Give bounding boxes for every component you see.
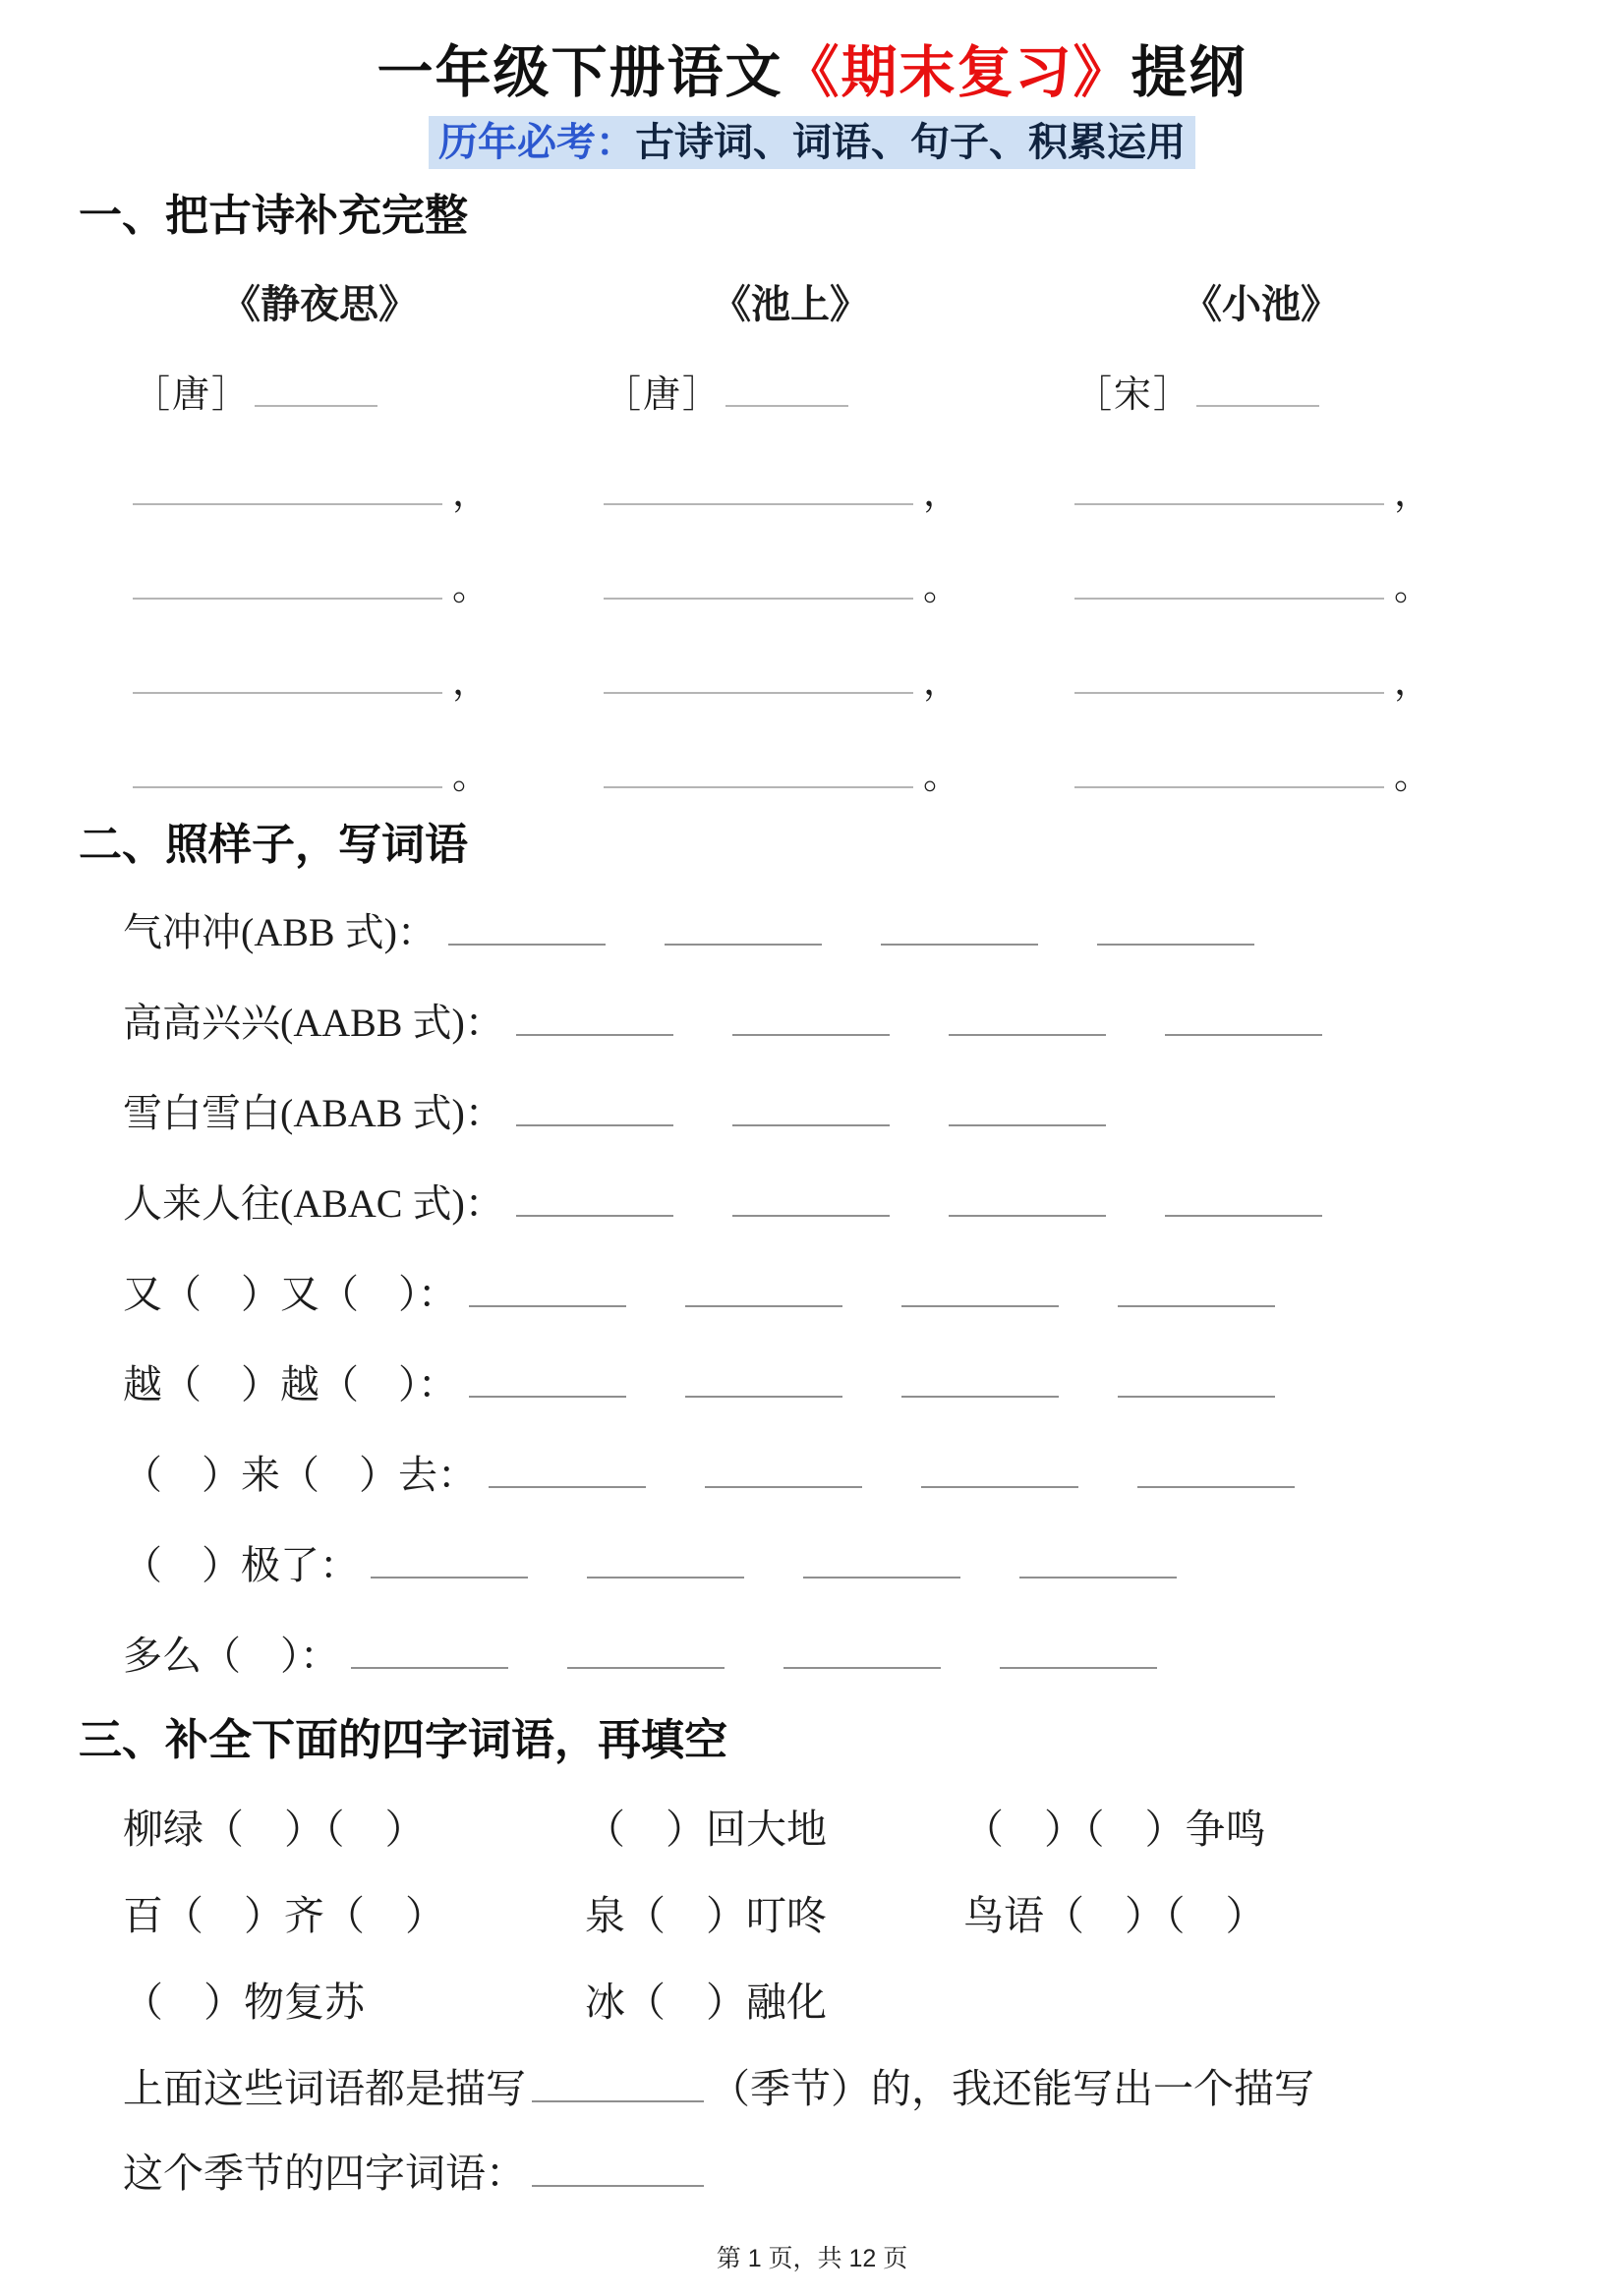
word-pattern-row — [123, 1082, 1545, 1136]
fill-line1-prefix: 上面这些词语都是描写 — [123, 2065, 526, 2111]
verse-blank-line — [604, 666, 913, 694]
verse-blank-line — [133, 761, 442, 788]
verse-blank-line — [1074, 761, 1384, 788]
idiom-group: 鸟语（ ）（ ） — [963, 1892, 1266, 1938]
idiom-group — [963, 1970, 1545, 2028]
title-suffix: 提纲 — [1131, 41, 1247, 104]
section1-heading: 一、把古诗补充完整 — [79, 191, 468, 240]
answer-blank-line — [1165, 1008, 1322, 1036]
title-prefix: 一年级下册语文 — [377, 41, 783, 104]
poem-title: 《小池》 — [1183, 282, 1340, 327]
punctuation-mark: ， — [452, 661, 491, 704]
answer-blank-line — [685, 1280, 842, 1307]
dynasty-label: ［宋］ — [1074, 374, 1193, 417]
word-pattern-row — [123, 1625, 1545, 1679]
answer-blank-line — [1118, 1280, 1275, 1307]
word-pattern-row — [123, 1534, 1545, 1588]
verse-blank-line — [604, 761, 913, 788]
answer-blank-line — [1165, 1189, 1322, 1217]
section2-heading: 二、照样子，写词语 — [79, 821, 468, 870]
poem-author-row — [604, 364, 1074, 421]
verse-row — [604, 462, 1074, 515]
verse-row — [1074, 556, 1545, 609]
answer-blank-line — [732, 1189, 890, 1217]
subtitle-text: 古诗词、词语、句子、积累运用 — [635, 120, 1186, 164]
verse-row — [1074, 462, 1545, 515]
poem-grid — [79, 273, 1545, 798]
word-pattern-label: （ ）来（ ）去： — [123, 1453, 477, 1498]
word-pattern-label: 又（ ）又（ ）： — [123, 1272, 457, 1317]
answer-blank-line — [949, 1189, 1106, 1217]
fill-sentence-line1 — [79, 2056, 1545, 2109]
title-highlight: 《期末复习》 — [783, 41, 1131, 104]
word-pattern-label: 高高兴兴(AABB 式)： — [123, 1001, 504, 1046]
verse-blank-line — [133, 478, 442, 505]
page-number: 第 1 页，共 12 页 — [716, 2245, 908, 2272]
answer-blank-line — [881, 918, 1038, 946]
idiom-group: 泉（ ）叮咚 — [585, 1892, 827, 1938]
dynasty-label: ［唐］ — [133, 374, 252, 417]
idiom-row — [123, 1970, 1545, 2025]
answer-blank-line — [567, 1641, 725, 1669]
idiom-group: 冰（ ）融化 — [585, 1979, 827, 2025]
idiom-row — [123, 1883, 1545, 1938]
fill-line1-suffix: （季节）的，我还能写出一个描写 — [710, 2065, 1314, 2111]
subtitle-label: 历年必考： — [438, 120, 635, 164]
word-pattern-row — [123, 1353, 1545, 1405]
verse-blank-line — [133, 572, 442, 600]
idiom-group: （ ）物复苏 — [123, 1979, 365, 2025]
word-pattern-row — [123, 992, 1545, 1046]
answer-blank-line — [1097, 918, 1254, 946]
answer-blank-line — [949, 1008, 1106, 1036]
answer-blank-line — [587, 1551, 744, 1578]
word-pattern-label: （ ）极了： — [123, 1543, 359, 1588]
verse-blank-line — [604, 478, 913, 505]
verse-blank-line — [1074, 666, 1384, 694]
poem-author-row — [1074, 364, 1545, 421]
verse-blank-line — [604, 572, 913, 600]
punctuation-mark: ， — [1394, 661, 1432, 704]
author-blank-line — [255, 379, 377, 407]
punctuation-mark: ， — [923, 473, 961, 515]
idiom-group: 百（ ）齐（ ） — [123, 1892, 445, 1938]
word-pattern-rows — [79, 901, 1545, 1679]
word-pattern-row — [123, 1173, 1545, 1227]
punctuation-mark: 。 — [1394, 567, 1432, 609]
word-pattern-row — [123, 901, 1545, 955]
answer-blank-line — [1000, 1641, 1157, 1669]
punctuation-mark: 。 — [452, 567, 491, 609]
fill-line2-prefix: 这个季节的四字词语： — [123, 2150, 526, 2196]
punctuation-mark: ， — [1394, 473, 1432, 515]
punctuation-mark: 。 — [923, 567, 961, 609]
idiom-group: （ ）回大地 — [585, 1806, 827, 1852]
answer-blank-line — [803, 1551, 960, 1578]
answer-blank-line — [949, 1099, 1106, 1126]
section3-heading: 三、补全下面的四字词语，再填空 — [79, 1716, 727, 1765]
answer-blank-line — [901, 1370, 1059, 1398]
answer-blank-line — [732, 1099, 890, 1126]
verse-row — [604, 556, 1074, 609]
punctuation-mark: ， — [452, 473, 491, 515]
poem-column — [1074, 273, 1545, 798]
answer-blank-line — [448, 918, 606, 946]
answer-blank-line — [516, 1008, 673, 1036]
answer-blank-line — [1137, 1461, 1295, 1488]
poem-column — [133, 273, 604, 798]
verse-row — [133, 651, 604, 704]
idiom-group: 柳绿（ ）（ ） — [123, 1806, 426, 1852]
answer-blank-line — [685, 1370, 842, 1398]
verse-row — [133, 462, 604, 515]
word-pattern-label: 越（ ）越（ ）： — [123, 1362, 457, 1407]
author-blank-line — [1196, 379, 1319, 407]
answer-blank-line — [921, 1461, 1078, 1488]
answer-blank-line — [732, 1008, 890, 1036]
word-pattern-label: 气冲冲(ABB 式)： — [123, 910, 436, 955]
verse-row — [1074, 651, 1545, 704]
poem-title: 《静夜思》 — [221, 282, 418, 327]
verse-blank-line — [133, 666, 442, 694]
answer-blank-line — [371, 1551, 528, 1578]
punctuation-mark: 。 — [452, 756, 491, 798]
word-pattern-label: 人来人往(ABAC 式)： — [123, 1181, 504, 1227]
idiom-row — [123, 1797, 1545, 1852]
word-pattern-label: 多么（ ）： — [123, 1634, 339, 1679]
author-blank-line — [725, 379, 848, 407]
dynasty-label: ［唐］ — [604, 374, 723, 417]
fill-sentence-line2 — [79, 2141, 1545, 2194]
verse-row — [604, 651, 1074, 704]
punctuation-mark: 。 — [923, 756, 961, 798]
poem-author-row — [133, 364, 604, 421]
idiom-answer-blank-line — [532, 2159, 704, 2187]
answer-blank-line — [469, 1280, 626, 1307]
season-blank-line — [532, 2075, 704, 2102]
word-pattern-row — [123, 1263, 1545, 1317]
answer-blank-line — [469, 1370, 626, 1398]
verse-row — [133, 745, 604, 798]
answer-blank-line — [665, 918, 822, 946]
answer-blank-line — [516, 1099, 673, 1126]
idiom-group: （ ）（ ）争鸣 — [963, 1806, 1266, 1852]
subtitle — [429, 116, 1195, 169]
verse-row — [604, 745, 1074, 798]
poem-title: 《池上》 — [712, 282, 869, 327]
answer-blank-line — [516, 1189, 673, 1217]
subtitle-row — [79, 116, 1545, 169]
verse-blank-line — [1074, 572, 1384, 600]
poem-column — [604, 273, 1074, 798]
answer-blank-line — [705, 1461, 862, 1488]
punctuation-mark: ， — [923, 661, 961, 704]
answer-blank-line — [351, 1641, 508, 1669]
word-pattern-label: 雪白雪白(ABAB 式)： — [123, 1091, 504, 1136]
verse-row — [133, 556, 604, 609]
answer-blank-line — [489, 1461, 646, 1488]
verse-row — [1074, 745, 1545, 798]
answer-blank-line — [1118, 1370, 1275, 1398]
punctuation-mark: 。 — [1394, 756, 1432, 798]
idiom-rows — [79, 1797, 1545, 2025]
page-title — [79, 41, 1545, 106]
answer-blank-line — [783, 1641, 941, 1669]
answer-blank-line — [901, 1280, 1059, 1307]
answer-blank-line — [1019, 1551, 1177, 1578]
verse-blank-line — [1074, 478, 1384, 505]
word-pattern-row — [123, 1444, 1545, 1498]
